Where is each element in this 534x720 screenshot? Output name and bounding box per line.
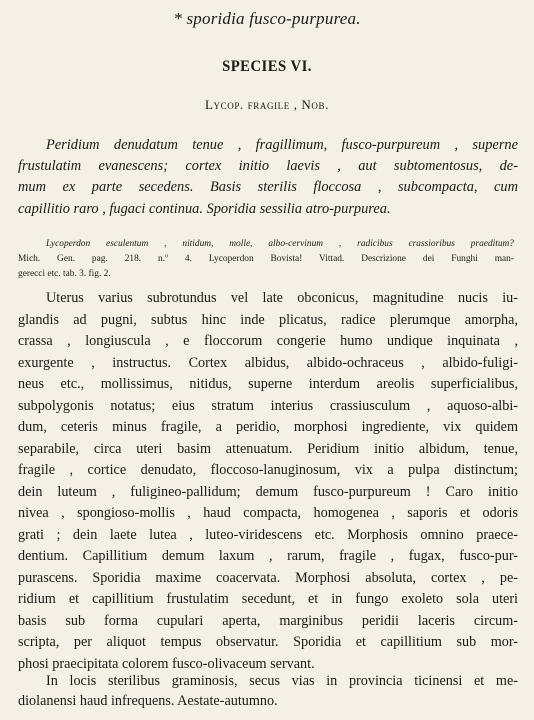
description-line: Uterus varius subrotundus vel late obconicus, magnitudine nucis iu- (46, 290, 518, 306)
habitat-line: In locis sterilibus graminosis, secus vias in provincia ticinensi et me- (46, 673, 518, 689)
description-line: exurgente , instructus. Cortex albidus, albido-ochraceus , albido-fuligi- (18, 354, 518, 371)
description-line: grati ; dein laete lutea , luteo-viridescens etc. Morphosis omnino praece- (18, 526, 518, 543)
description-line: fragile , cortice denudato, floccoso-lanuginosum, vix a pulpa distinctum; (18, 462, 518, 478)
description-line: subpolygonis notatus; eius stratum interius crassiusculum , aquoso-albi- (18, 397, 518, 414)
section-heading: * sporidia fusco-purpurea. (173, 9, 361, 28)
description-line: basis sub forma cupulari aperta, marginibus peridii laceris circum- (18, 612, 518, 629)
diagnosis-paragraph (18, 135, 518, 220)
description-line: separabile, circa uteri basim attenuatum. Peridium initio albidum, tenue, (18, 440, 518, 457)
species-name: Lycop. fragile , Nob. (205, 97, 329, 112)
habitat-line: diolanensi haud infrequens. Aestate-autumno. (18, 692, 278, 709)
description-line: phosi praecipitata colorem fusco-olivaceum servant. (18, 655, 315, 672)
description-line: dentium. Capillitium demum laxum , rarum, fragile , fugax, fusco-pur- (18, 548, 518, 564)
description-line: purascens. Sporidia maxime coacervata. Morphosi absoluta, cortex , pe- (18, 569, 518, 586)
diagnosis-line: Peridium denudatum tenue , fragillimum, fusco-purpureum , superne (46, 137, 518, 153)
description-line: nivea , spongioso-mollis , haud compacta, homogenea , saporis et odoris (18, 505, 518, 521)
description-line: dum, ceteris minus fragile, a peridio, morphosi ingrediente, vix quidem (18, 419, 518, 435)
description-line: dein luteum , fuligineo-pallidum; demum fusco-purpureum ! Caro initio (18, 483, 518, 500)
description-line: ridium et capillitium frustulatim secedunt, et in fungo exoleto sola uteri (18, 591, 518, 607)
diagnosis-line: mum ex parte secedens. Basis sterilis floccosa , subcompacta, cum (18, 179, 518, 196)
description-line: scripta, per aliquot tempus observatur. Sporidia et capillitium sub mor- (18, 634, 518, 650)
synonymy-line: gerecci etc. tab. 3. fig. 2. (18, 269, 111, 280)
synonymy-line: Lycoperdon esculentum , nitidum, molle, albo-cervinum , radicibus crassioribus praeditum? (46, 239, 514, 249)
description-line: crassa , longiuscula , e floccorum congerie humo undique inquinata , (18, 333, 518, 349)
diagnosis-line: capillitio raro , fugaci continua. Sporidia sessilia atro-purpurea. (18, 200, 391, 217)
description-line: neus etc., mollissimus, nitidus, superne interdum areolis superficialibus, (18, 376, 518, 392)
description-line: glandis ad pugni, subtus hinc inde plicatus, radice plerumque amorpha, (18, 311, 518, 328)
description-paragraph (18, 288, 518, 675)
habitat-paragraph (18, 672, 518, 711)
diagnosis-line: frustulatim evanescens; cortex initio laevis , aut subtomentosus, de- (18, 158, 518, 175)
synonymy-paragraph (18, 237, 514, 283)
synonymy-line: Mich. Gen. pag. 218. n.º 4. Lycoperdon Bovista! Vittad. Descrizione dei Funghi man- (18, 254, 514, 265)
species-heading: SPECIES VI. (222, 58, 312, 75)
